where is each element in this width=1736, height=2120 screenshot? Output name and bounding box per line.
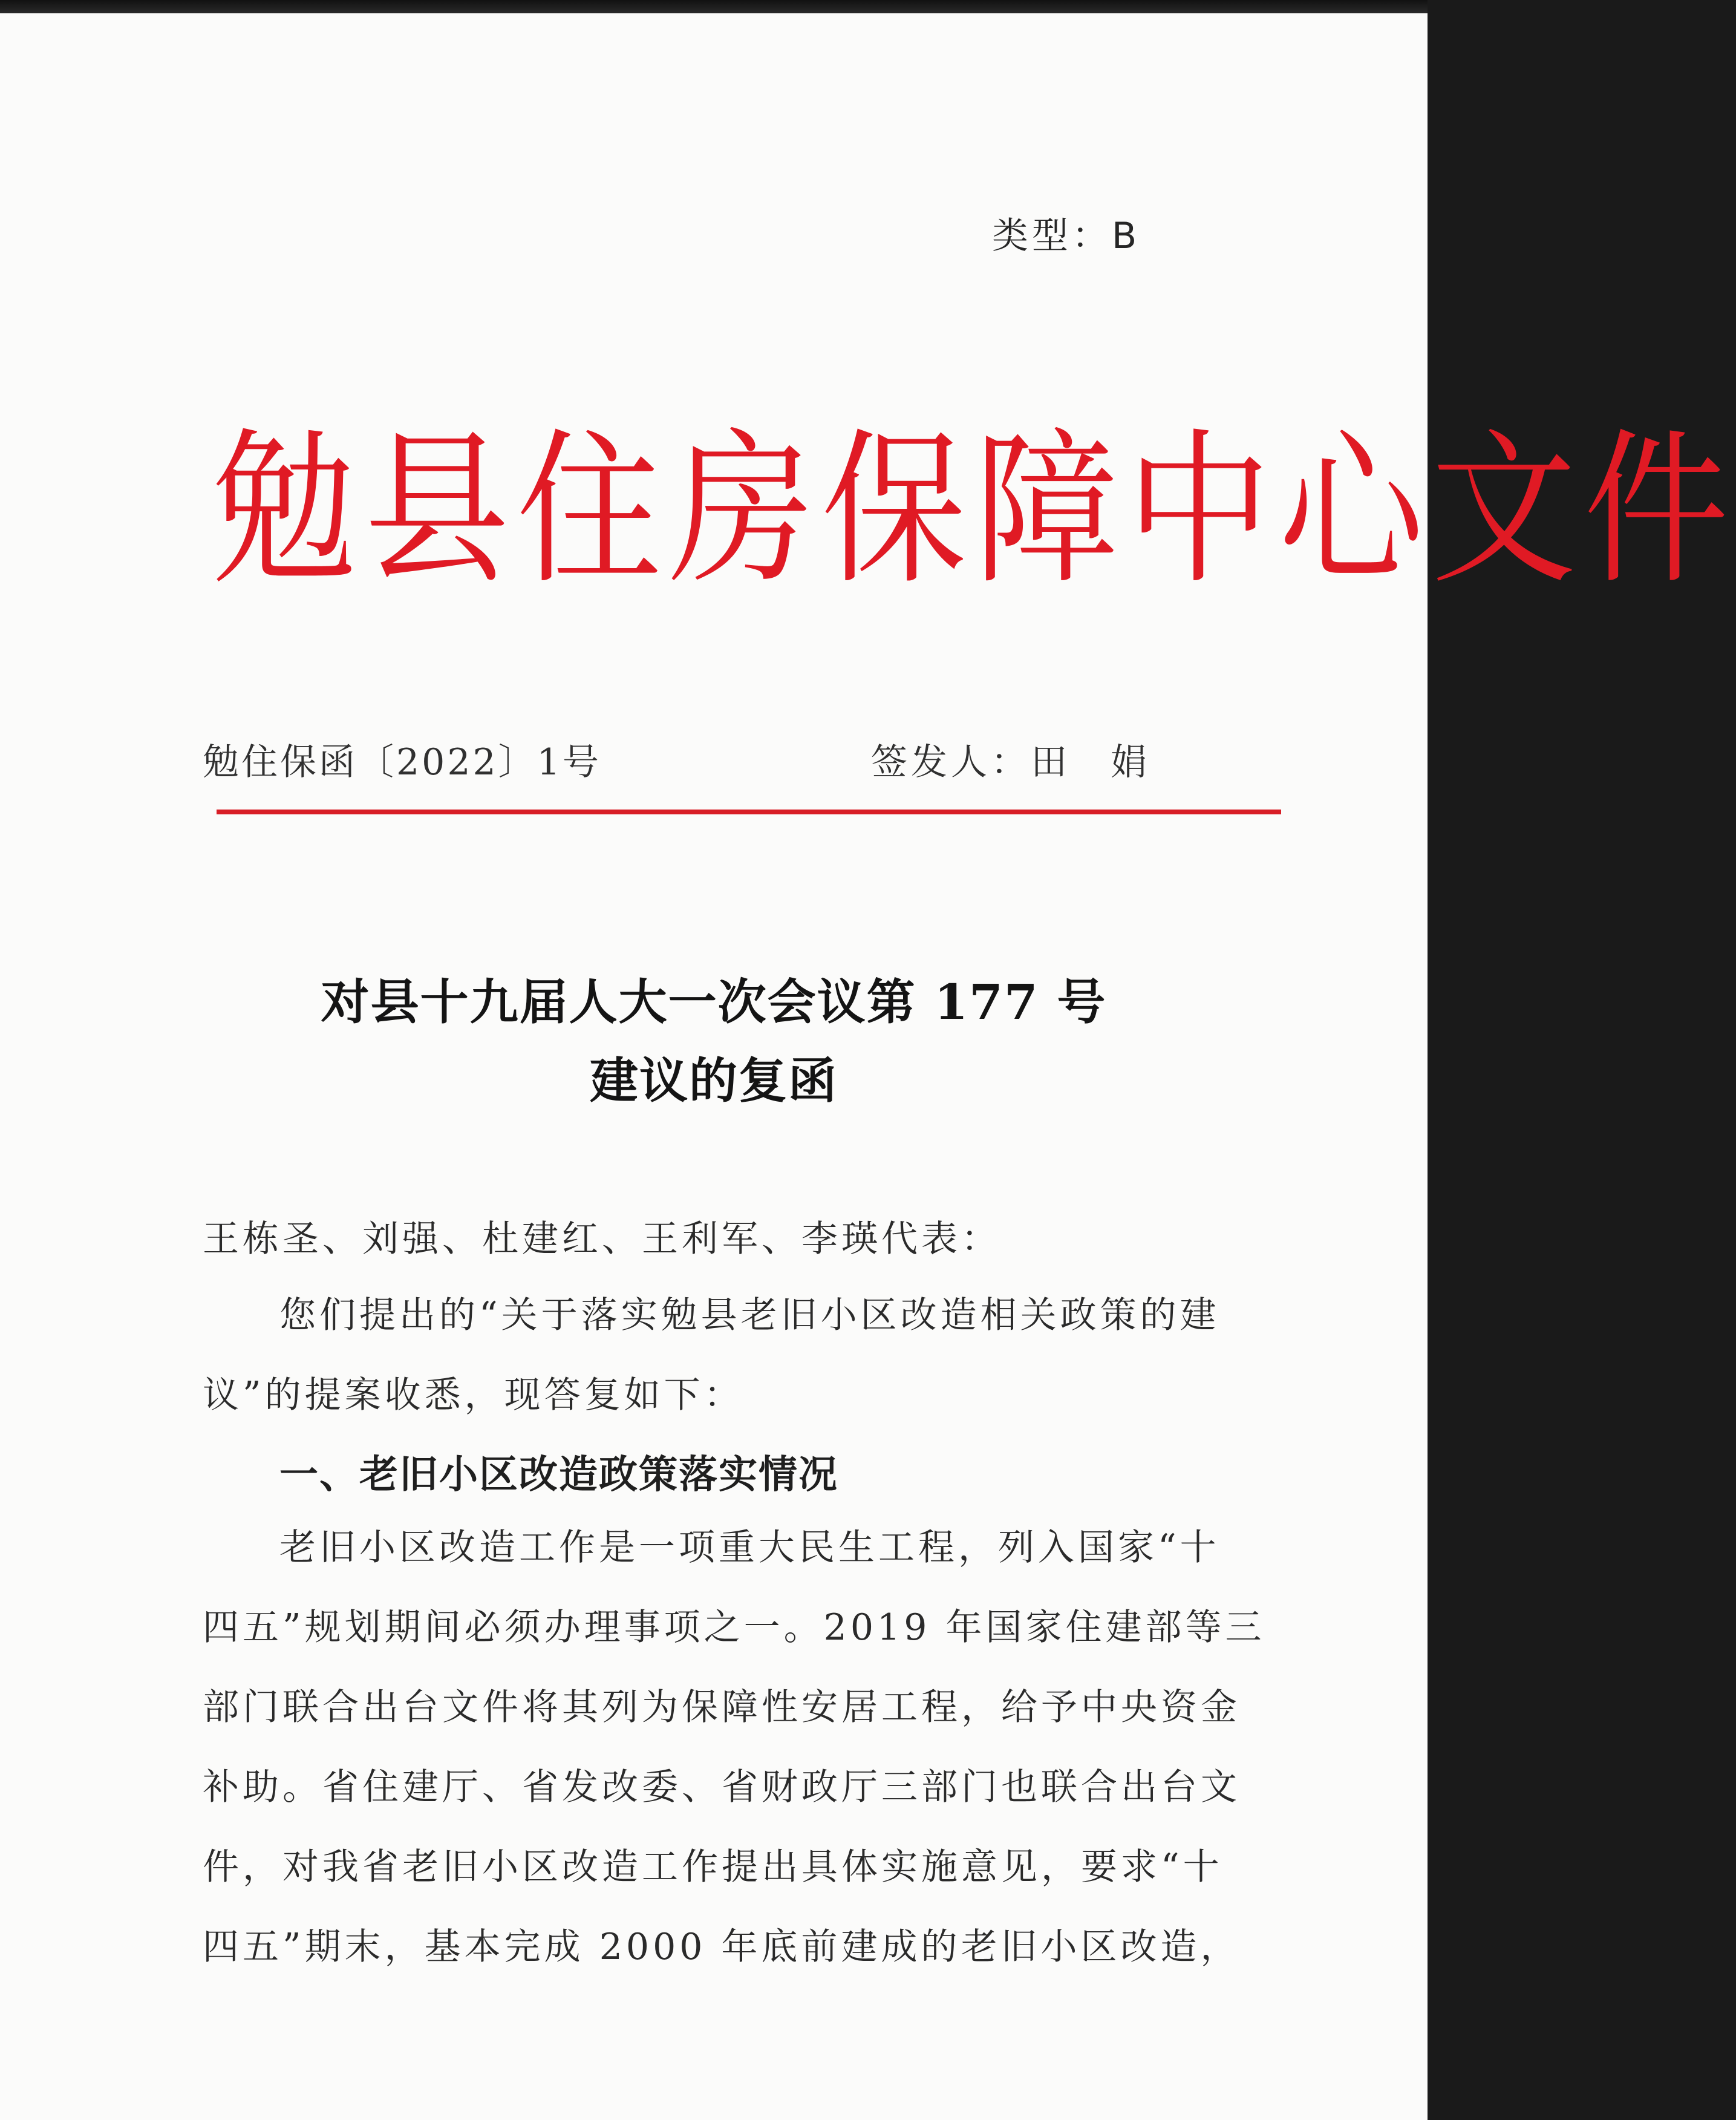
paragraph-line: 四五”规划期间必须办理事项之一。2019 年国家住建部等三	[203, 1606, 1265, 1649]
intro-paragraph-line: 您们提出的“关于落实勉县老旧小区改造相关政策的建	[279, 1294, 1220, 1336]
paragraph-line: 补助。省住建厅、省发改委、省财政厅三部门也联合出台文	[203, 1766, 1241, 1808]
section-heading: 一、老旧小区改造政策落实情况	[279, 1453, 838, 1497]
intro-paragraph-line: 议”的提案收悉，现答复如下：	[203, 1374, 744, 1416]
document-type-label: 类型：B	[992, 215, 1141, 257]
issuer-signature: 签发人：田 娟	[871, 741, 1150, 784]
document-number: 勉住保函〔2022〕1号	[203, 741, 601, 784]
document-page	[0, 13, 1736, 2120]
paragraph-line: 老旧小区改造工作是一项重大民生工程，列入国家“十	[279, 1526, 1220, 1569]
paragraph-line: 部门联合出台文件将其列为保障性安居工程，给予中央资金	[203, 1686, 1241, 1729]
paragraph-line: 四五”期末，基本完成 2000 年底前建成的老旧小区改造，	[203, 1926, 1241, 1968]
scan-top-edge	[0, 0, 1428, 13]
document-title-line-2: 建议的复函	[590, 1052, 838, 1109]
red-divider-rule	[217, 810, 1281, 814]
masthead-title: 勉县住房保障中心文件	[212, 413, 1736, 607]
salutation: 王栋圣、刘强、杜建红、王利军、李瑛代表：	[203, 1218, 1001, 1260]
paragraph-line: 件，对我省老旧小区改造工作提出具体实施意见，要求“十	[203, 1846, 1223, 1888]
document-title-line-1: 对县十九届人大一次会议第 177 号	[321, 973, 1107, 1030]
